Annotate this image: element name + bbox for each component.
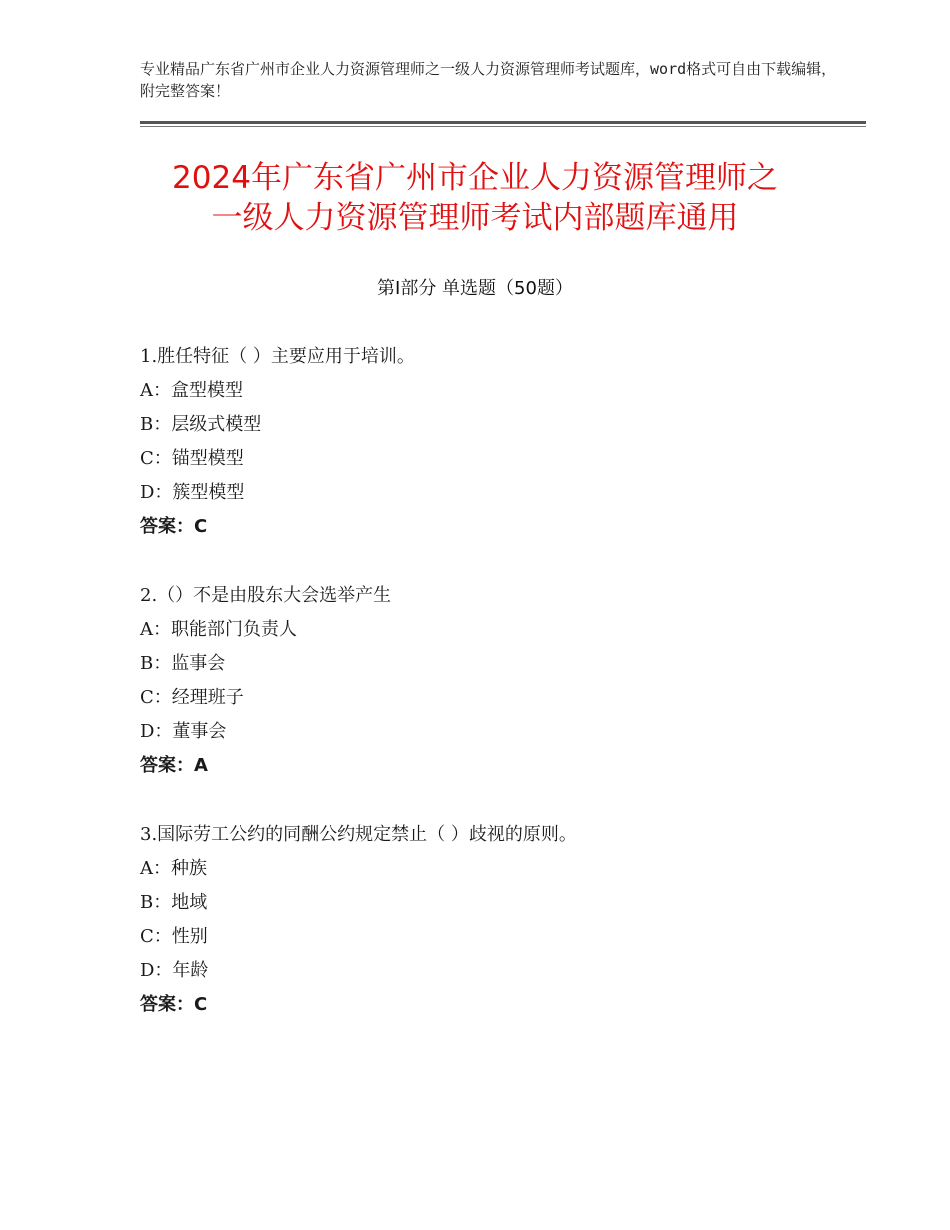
- answer-text: 答案：A: [140, 755, 208, 776]
- option-b: B：层级式模型: [140, 414, 262, 435]
- option-d: D：簇型模型: [140, 482, 245, 503]
- option-a: A：种族: [140, 858, 207, 879]
- option-c: C：性别: [140, 926, 208, 947]
- header-divider-thick: [140, 121, 866, 124]
- option-b: B：监事会: [140, 653, 226, 674]
- option-d: D：年龄: [140, 960, 209, 981]
- question-text: 2.（）不是由股东大会选举产生: [140, 585, 392, 606]
- title-line-1: 2024年广东省广州市企业人力资源管理师之: [172, 160, 778, 196]
- question-text: 3.国际劳工公约的同酬公约规定禁止（ ）歧视的原则。: [140, 824, 577, 845]
- option-c: C：锚型模型: [140, 448, 244, 469]
- option-d: D：董事会: [140, 721, 227, 742]
- header-divider-thin: [140, 126, 866, 127]
- answer-text: 答案：C: [140, 994, 208, 1015]
- document-title: [80, 158, 870, 238]
- answer-text: 答案：C: [140, 516, 208, 537]
- section-heading: 第Ⅰ部分 单选题（50题）: [377, 278, 573, 299]
- option-b: B：地域: [140, 892, 208, 913]
- option-c: C：经理班子: [140, 687, 244, 708]
- option-a: A：盒型模型: [140, 380, 243, 401]
- header-note: 专业精品广东省广州市企业人力资源管理师之一级人力资源管理师考试题库，word格式可自由下载编辑，附完整答案！: [140, 60, 837, 100]
- title-line-2: 一级人力资源管理师考试内部题库通用: [211, 200, 739, 236]
- question-block: [140, 579, 860, 783]
- question-block: [140, 340, 860, 544]
- question-block: [140, 818, 860, 1022]
- option-a: A：职能部门负责人: [140, 619, 297, 640]
- question-text: 1.胜任特征（ ）主要应用于培训。: [140, 346, 415, 367]
